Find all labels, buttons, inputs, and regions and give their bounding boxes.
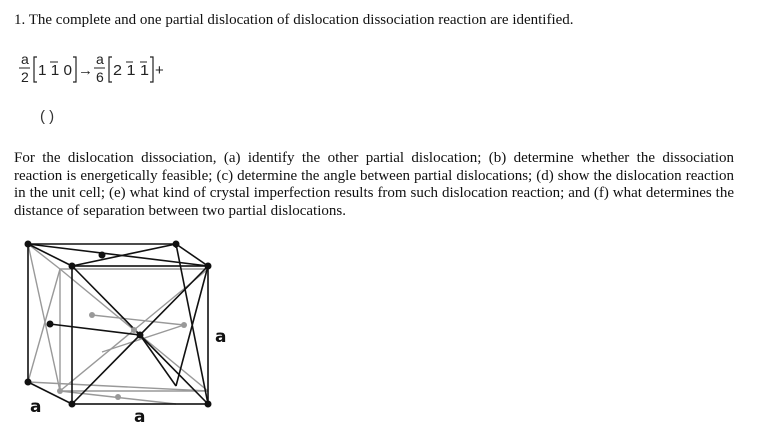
answer-blank: ( ) [40, 108, 55, 125]
corner-atom [25, 241, 32, 248]
reaction-arrow: → [78, 62, 93, 79]
dislocation-equation [18, 48, 248, 100]
term1-numerator: a [21, 51, 29, 67]
back-face-atom [181, 322, 187, 328]
back-face-atom [131, 327, 137, 333]
corner-atom [69, 263, 76, 270]
face-atom [137, 332, 144, 339]
fcc-unit-cell-diagram [10, 236, 250, 436]
term2-indices: 2 1 1 [113, 62, 149, 79]
back-face-atom [115, 394, 121, 400]
edge-label-bottom: a [134, 407, 146, 427]
edge-label-left: a [30, 397, 42, 417]
corner-atom [173, 241, 180, 248]
face-atom [99, 252, 106, 259]
corner-atom [205, 401, 212, 408]
question-heading: 1. The complete and one partial dislocation of dislocation dissociation reaction are identified. [14, 12, 574, 28]
corner-atom [25, 379, 32, 386]
plus-sign: + [155, 62, 164, 79]
face-atom [47, 321, 54, 328]
corner-atom [69, 401, 76, 408]
back-corner-atom [57, 388, 63, 394]
term2-denominator: 6 [96, 69, 104, 85]
edge-label-right: a [215, 327, 227, 347]
term2-numerator: a [96, 51, 104, 67]
question-paragraph: For the dislocation dissociation, (a) identify the other partial dislocation; (b) determine whether the dissociation reaction is energetically feasible; (c) determine the angle between partial dislocations; (d) show the dislocation reaction in the unit cell; (e) what kind of crystal imperfection results from such dislocation reaction; and (f) what determines the distance of separation between two partial dislocations. [14, 150, 734, 219]
term1-denominator: 2 [21, 69, 29, 85]
back-face-atom [89, 312, 95, 318]
corner-atom [205, 263, 212, 270]
term1-indices: 1 1 0 [38, 62, 72, 79]
